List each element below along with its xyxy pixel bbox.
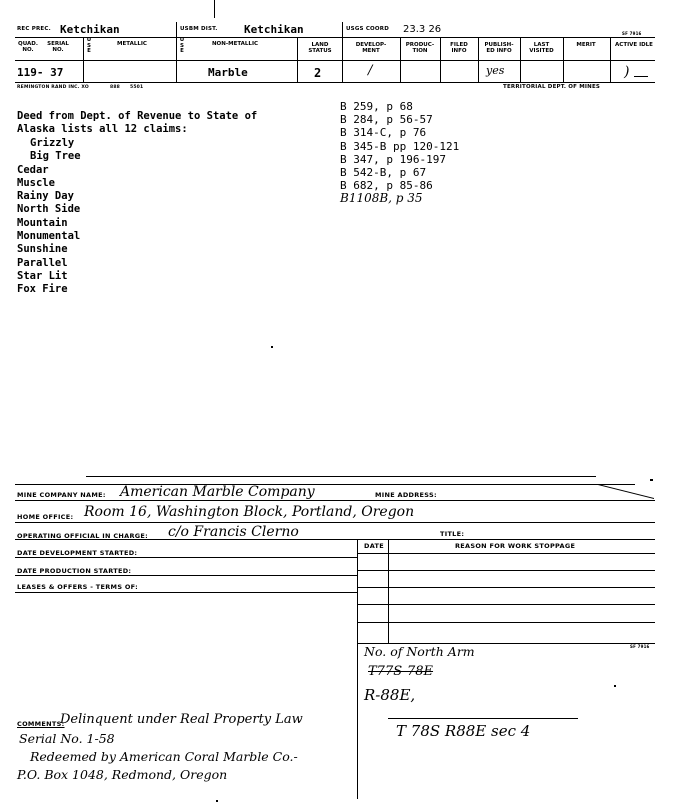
location-note-3: R-88E, bbox=[364, 686, 416, 704]
leases-label: LEASES & OFFERS - TERMS OF: bbox=[17, 583, 138, 591]
col-production: PRODUC-TION bbox=[405, 42, 435, 54]
claim-item: Monumental bbox=[17, 230, 81, 243]
mine-company-name-value: American Marble Company bbox=[120, 484, 315, 500]
claim-item: North Side bbox=[17, 203, 81, 216]
table-rule bbox=[357, 587, 655, 588]
deed-line-2: Alaska lists all 12 claims: bbox=[17, 123, 188, 136]
usbm-dist-label: USBM DIST. bbox=[180, 26, 218, 32]
top-tick bbox=[214, 0, 215, 18]
col-land-status: LAND STATUS bbox=[308, 42, 332, 54]
stray-mark bbox=[216, 800, 218, 802]
form-number: SF 7916 bbox=[622, 31, 642, 36]
col-use: U S E bbox=[86, 37, 92, 54]
col-development: DEVELOP-MENT bbox=[355, 42, 387, 54]
home-office-value: Room 16, Washington Block, Portland, Oregon bbox=[84, 504, 415, 520]
divider bbox=[400, 37, 401, 82]
location-note-4: T 78S R88E sec 4 bbox=[396, 722, 531, 740]
reference-item-handwritten: B1108B, p 35 bbox=[340, 191, 423, 206]
usgs-coord-label: USGS COORD bbox=[346, 26, 390, 32]
claim-item: Muscle bbox=[17, 176, 55, 189]
dev-started-label: DATE DEVELOPMENT STARTED: bbox=[17, 549, 138, 557]
divider bbox=[297, 37, 298, 82]
printer-code-1: 888 bbox=[110, 85, 120, 90]
claim-item: Mountain bbox=[17, 216, 68, 229]
reference-item: B 682, p 85-86 bbox=[340, 179, 433, 193]
header-rule-1 bbox=[15, 37, 655, 38]
operating-official-label: OPERATING OFFICIAL IN CHARGE: bbox=[17, 532, 149, 540]
claim-item: Star Lit bbox=[17, 269, 68, 282]
deed-line-1: Deed from Dept. of Revenue to State of bbox=[17, 110, 258, 122]
section-rule-2 bbox=[15, 484, 635, 485]
divider bbox=[342, 37, 343, 82]
section-rule-top bbox=[86, 476, 596, 477]
divider bbox=[440, 37, 441, 82]
rule bbox=[15, 500, 655, 501]
rule bbox=[15, 522, 655, 523]
usgs-coord-value: 23.3 26 bbox=[403, 24, 442, 35]
claim-item: Parallel bbox=[17, 256, 68, 269]
col-merit: MERIT bbox=[576, 42, 596, 48]
comment-line-4: P.O. Box 1048, Redmond, Oregon bbox=[17, 767, 228, 782]
table-left-border bbox=[357, 539, 358, 799]
divider bbox=[520, 37, 521, 82]
header-rule-3 bbox=[15, 82, 655, 83]
reason-column-label: REASON FOR WORK STOPPAGE bbox=[455, 542, 576, 550]
land-status-value: 2 bbox=[314, 66, 322, 80]
operating-official-value: c/o Francis Clerno bbox=[168, 524, 299, 540]
references-list bbox=[340, 100, 459, 206]
reference-item: B 314-C, p 76 bbox=[340, 126, 427, 140]
col-non-metallic: NON-METALLIC bbox=[211, 41, 259, 47]
claim-item: Sunshine bbox=[17, 243, 68, 256]
territorial-label: TERRITORIAL DEPT. OF MINES bbox=[503, 84, 601, 90]
mine-address-label: MINE ADDRESS: bbox=[375, 491, 437, 499]
title-label: TITLE: bbox=[440, 530, 465, 538]
active-idle-dash bbox=[634, 76, 648, 77]
comment-line-1: Delinquent under Real Property Law bbox=[60, 712, 303, 727]
col-filed-info: FILED INFO bbox=[450, 42, 468, 54]
rule bbox=[15, 575, 357, 576]
reference-item: B 345-B pp 120-121 bbox=[340, 139, 460, 153]
reference-item: B 347, p 196-197 bbox=[340, 152, 446, 166]
col-use-2: U S E bbox=[179, 37, 185, 54]
mine-company-name-label: MINE COMPANY NAME: bbox=[17, 491, 106, 499]
claim-item: Grizzly bbox=[30, 137, 75, 149]
divider bbox=[176, 22, 177, 37]
rule bbox=[15, 592, 357, 593]
stray-mark bbox=[650, 479, 653, 481]
claim-item: Big Tree bbox=[30, 150, 81, 163]
reference-item: B 259, p 68 bbox=[340, 100, 413, 113]
claim-item: Cedar bbox=[17, 163, 49, 176]
stray-mark bbox=[614, 685, 616, 687]
divider bbox=[342, 22, 343, 37]
col-active-idle: ACTIVE IDLE bbox=[615, 42, 653, 48]
table-date-divider bbox=[388, 539, 389, 644]
comment-line-3: Redeemed by American Coral Marble Co.- bbox=[30, 749, 298, 764]
reference-item: B 542-B, p 67 bbox=[340, 166, 427, 180]
form-number-2: SF 7916 bbox=[630, 644, 650, 649]
reference-item: B 284, p 56-57 bbox=[340, 113, 433, 127]
col-last-visited: LAST VISITED bbox=[529, 42, 554, 54]
claims-list bbox=[17, 137, 81, 297]
rec-prec-label: REC PREC. bbox=[17, 26, 51, 32]
printer-line: REMINGTON RAND INC. XO bbox=[17, 85, 89, 90]
table-rule bbox=[357, 553, 655, 554]
published-info-value: yes bbox=[486, 64, 505, 77]
divider bbox=[563, 37, 564, 82]
stray-mark bbox=[271, 346, 273, 348]
table-rule bbox=[357, 622, 655, 623]
location-note-2-struck: T77S-78E bbox=[368, 664, 434, 679]
rec-prec-value: Ketchikan bbox=[60, 23, 120, 36]
active-idle-value: ) bbox=[624, 64, 630, 80]
col-metallic: METALLIC bbox=[117, 41, 147, 47]
divider bbox=[176, 37, 177, 82]
comments-label: COMMENTS: bbox=[17, 720, 65, 728]
table-rule bbox=[357, 604, 655, 605]
col-serial-no: SERIAL NO. bbox=[47, 41, 69, 53]
rule bbox=[15, 539, 655, 540]
header-rule-2 bbox=[15, 60, 655, 61]
divider bbox=[610, 37, 611, 82]
non-metallic-value: Marble bbox=[208, 66, 248, 79]
claim-item: Fox Fire bbox=[17, 283, 68, 296]
home-office-label: HOME OFFICE: bbox=[17, 513, 74, 521]
prod-started-label: DATE PRODUCTION STARTED: bbox=[17, 567, 132, 575]
quad-serial-value: 119- 37 bbox=[17, 66, 64, 79]
deed-note bbox=[17, 110, 257, 137]
comment-line-2: Serial No. 1-58 bbox=[19, 731, 115, 746]
col-quad-no: QUAD. NO. bbox=[18, 41, 38, 53]
date-column-label: DATE bbox=[364, 542, 384, 550]
claim-item: Rainy Day bbox=[17, 190, 74, 203]
printer-code-2: 5501 bbox=[130, 85, 144, 90]
section-rule-diag bbox=[598, 484, 654, 514]
location-note-1: No. of North Arm bbox=[364, 644, 475, 659]
divider bbox=[478, 37, 479, 82]
location-underline bbox=[388, 718, 578, 719]
usbm-dist-value: Ketchikan bbox=[244, 23, 304, 36]
col-published-info: PUBLISH-ED INFO bbox=[484, 42, 514, 54]
development-value: / bbox=[368, 63, 373, 78]
divider bbox=[83, 37, 84, 82]
rule bbox=[15, 557, 357, 558]
table-rule bbox=[357, 570, 655, 571]
